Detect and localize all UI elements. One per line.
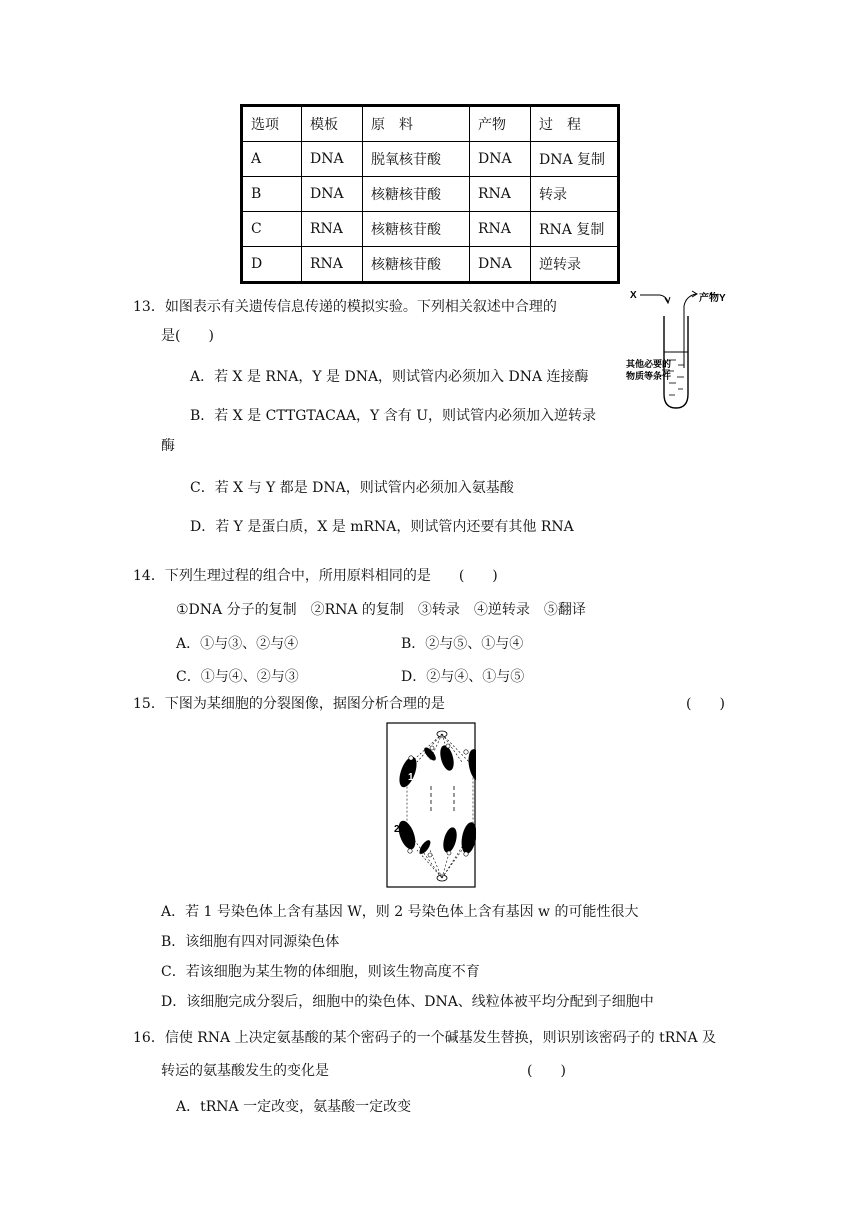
table-header-cell: 选项: [242, 106, 302, 142]
table-row: [242, 247, 619, 283]
table-row: [242, 212, 619, 247]
chromosome-icon: [459, 821, 476, 855]
q14-option-d: D．②与④、①与⑤: [401, 669, 525, 685]
table-header-cell: 原 料: [363, 106, 470, 142]
table-cell: RNA: [302, 247, 363, 283]
chromosome-icon: [441, 826, 459, 854]
q13-option-a: A．若 X 是 RNA，Y 是 DNA，则试管内必须加入 DNA 连接酶: [190, 369, 589, 385]
q13-stem-cont: 是( ): [161, 328, 214, 344]
chromosome-label-2: 2: [394, 824, 400, 835]
label-x: X: [630, 290, 637, 301]
q14-processes: ①DNA 分子的复制 ②RNA 的复制 ③转录 ④逆转录 ⑤翻译: [176, 602, 586, 618]
table-header-cell: 过 程: [531, 106, 619, 142]
q15-stem: 15．下图为某细胞的分裂图像，据图分析合理的是: [133, 696, 445, 712]
q15-option-b: B．该细胞有四对同源染色体: [161, 934, 340, 950]
table-header-cell: 模板: [302, 106, 363, 142]
lower-centromeres: [408, 849, 468, 857]
table-cell: 核糖核苷酸: [363, 177, 470, 212]
table-cell: 逆转录: [531, 247, 619, 283]
table-row: [242, 142, 619, 177]
q13-option-b: B．若 X 是 CTTGTACAA，Y 含有 U，则试管内必须加入逆转录: [190, 408, 596, 424]
table-header-cell: 产物: [470, 106, 531, 142]
table-cell: 核糖核苷酸: [363, 212, 470, 247]
table-cell: D: [242, 247, 302, 283]
separation-lines: [431, 786, 454, 814]
chromosome-icon: [438, 744, 456, 772]
table-cell: A: [242, 142, 302, 177]
test-tube-figure: [626, 286, 736, 412]
table-cell: 核糖核苷酸: [363, 247, 470, 283]
q13-option-d: D．若 Y 是蛋白质，X 是 mRNA，则试管内还要有其他 RNA: [190, 519, 574, 535]
q16-answer-blank: ( ): [527, 1063, 566, 1079]
options-table: [240, 104, 620, 284]
q13-stem: 13．如图表示有关遗传信息传递的模拟实验。下列相关叙述中合理的: [133, 299, 557, 315]
table-cell: RNA: [470, 212, 531, 247]
table-cell: 转录: [531, 177, 619, 212]
input-arrow: [640, 295, 668, 302]
spindle-fibers: [407, 734, 473, 878]
lower-chromosomes: [395, 819, 476, 856]
q15-option-d: D．该细胞完成分裂后，细胞中的染色体、DNA、线粒体被平均分配到子细胞中: [161, 994, 654, 1010]
q15-answer-blank: ( ): [686, 696, 725, 712]
q13-option-c: C．若 X 与 Y 都是 DNA，则试管内必须加入氨基酸: [190, 480, 514, 496]
table-cell: RNA: [302, 212, 363, 247]
q14-stem: 14．下列生理过程的组合中，所用原料相同的是 ( ): [133, 568, 498, 584]
chromosome-label-1: 1: [408, 772, 414, 783]
cell-division-figure: [386, 722, 476, 888]
table-cell: DNA: [470, 247, 531, 283]
q13-option-b-cont: 酶: [161, 438, 175, 454]
q16-stem-cont: 转运的氨基酸发生的变化是: [161, 1063, 329, 1079]
q16-option-a: A．tRNA 一定改变，氨基酸一定改变: [176, 1099, 412, 1115]
table-cell: DNA 复制: [531, 142, 619, 177]
table-cell: C: [242, 212, 302, 247]
q15-option-a: A．若 1 号染色体上含有基因 W，则 2 号染色体上含有基因 w 的可能性很大: [161, 904, 639, 920]
table-cell: RNA: [470, 177, 531, 212]
table-cell: B: [242, 177, 302, 212]
output-tube: [684, 294, 696, 368]
table-header-row: [242, 106, 619, 142]
table-cell: RNA 复制: [531, 212, 619, 247]
table-cell: 脱氧核苷酸: [363, 142, 470, 177]
q14-option-b: B．②与⑤、①与④: [401, 636, 524, 652]
q14-option-a: A．①与③、②与④: [176, 636, 299, 652]
q15-option-c: C．若该细胞为某生物的体细胞，则该生物高度不育: [161, 964, 480, 980]
table-cell: DNA: [470, 142, 531, 177]
table-cell: DNA: [302, 177, 363, 212]
label-conditions: 其他必要的: [626, 359, 672, 369]
table-row: [242, 177, 619, 212]
label-product-y: 产物Y: [699, 293, 726, 304]
q16-stem: 16．信使 RNA 上决定氨基酸的某个密码子的一个碱基发生替换，则识别该密码子的 tRNA 及: [133, 1030, 717, 1046]
label-conditions-cont: 物质等条件: [626, 371, 672, 381]
q14-option-c: C．①与④、②与③: [176, 669, 299, 685]
table-cell: DNA: [302, 142, 363, 177]
